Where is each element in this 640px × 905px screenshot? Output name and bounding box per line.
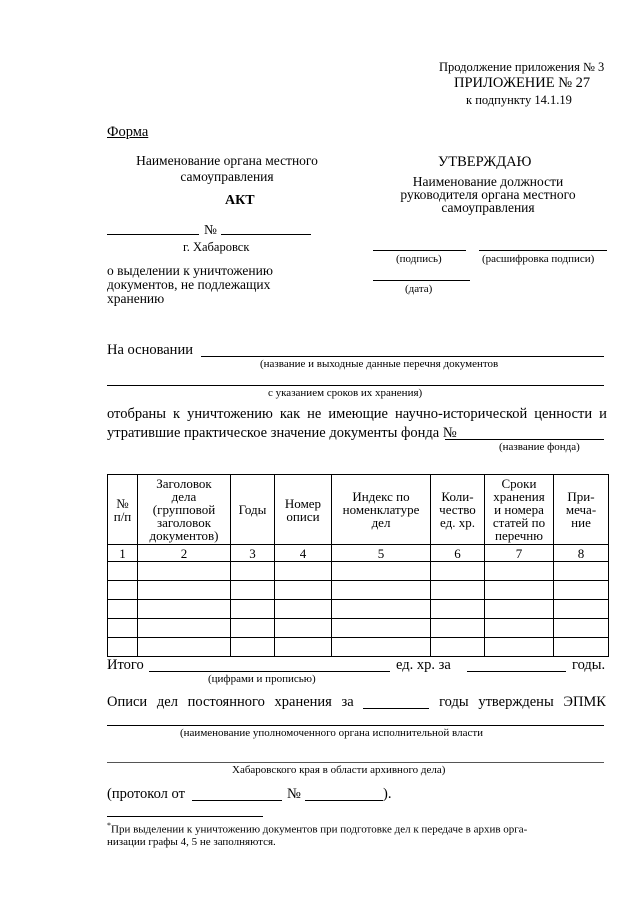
column-header-index (332, 475, 431, 545)
protocol-number-line[interactable] (305, 800, 383, 801)
footnote-separator (107, 816, 263, 817)
table-cell[interactable] (275, 600, 332, 619)
header-line: ние (571, 515, 591, 530)
inventory-line (107, 694, 606, 711)
table-cell[interactable] (554, 638, 609, 657)
table-cell[interactable] (108, 638, 138, 657)
appendix-title: ПРИЛОЖЕНИЕ № 27 (454, 75, 591, 91)
word: дел (156, 694, 178, 710)
header-line: заголовок (156, 515, 212, 530)
table-cell[interactable] (108, 600, 138, 619)
word: ЭПМК (563, 694, 606, 710)
digits-note: (цифрами и прописью) (208, 673, 316, 685)
table-cell[interactable] (554, 581, 609, 600)
table-cell[interactable] (332, 562, 431, 581)
continuation-note: Продолжение приложения № 3 (439, 60, 605, 74)
table-row (108, 581, 609, 600)
column-number: 2 (138, 545, 231, 562)
inventory-period-line[interactable] (363, 694, 429, 709)
signature-line[interactable] (373, 250, 466, 251)
word: научно-исторической (394, 406, 528, 422)
word: не (307, 406, 322, 422)
header-line: Индекс по (352, 489, 410, 504)
basis-line[interactable] (201, 356, 604, 357)
basis-label: На основании (107, 342, 193, 358)
signature-label: (подпись) (396, 253, 442, 265)
region-note: Хабаровского края в области архивного дела) (232, 764, 446, 776)
footnote-line1 (107, 820, 527, 836)
table-body (108, 562, 609, 657)
column-header-terms (485, 475, 554, 545)
approver-position-line2: руководителя органа местного (400, 187, 576, 202)
column-number: 1 (108, 545, 138, 562)
column-number: 4 (275, 545, 332, 562)
header-line: п/п (113, 508, 132, 524)
table-row (108, 600, 609, 619)
header-line: перечню (495, 528, 543, 543)
table-cell[interactable] (332, 619, 431, 638)
column-header-inventory (275, 475, 332, 545)
basis-note-list: (название и выходные данные перечня документов (260, 358, 499, 370)
table-cell[interactable] (431, 619, 485, 638)
table-cell[interactable] (138, 581, 231, 600)
column-number: 5 (332, 545, 431, 562)
word: постоянного (187, 694, 265, 710)
basis-line-2[interactable] (107, 385, 604, 386)
table-row (108, 619, 609, 638)
header-line: ед. хр. (440, 515, 475, 530)
fund-note: (название фонда) (499, 441, 580, 453)
word: имеющие (328, 406, 388, 422)
word: Описи (107, 694, 148, 710)
basis-note-terms: с указанием сроков их хранения) (268, 387, 423, 399)
protocol-date-line[interactable] (192, 800, 282, 801)
footnote-mark: * (107, 821, 111, 830)
table-cell[interactable] (138, 600, 231, 619)
column-header-title (138, 475, 231, 545)
approver-position-line3: самоуправления (441, 200, 535, 215)
footnote-text1: При выделении к уничтожению документов при подготовке дел к передаче в архив орга- (111, 823, 528, 836)
word: уничтожению (187, 406, 273, 422)
header-line: документов) (149, 528, 219, 543)
header-line: дел (371, 515, 391, 530)
table-cell[interactable] (138, 638, 231, 657)
act-subject-line1: о выделении к уничтожению (107, 263, 273, 278)
table-cell[interactable] (431, 562, 485, 581)
header-line: Коли- (441, 489, 474, 504)
table-cell[interactable] (332, 600, 431, 619)
word: к (173, 406, 181, 422)
word: отобраны (107, 406, 167, 422)
table-cell[interactable] (485, 581, 554, 600)
footnote-line2: низации графы 4, 5 не заполняются. (107, 835, 276, 848)
table-cell[interactable] (485, 562, 554, 581)
table-cell[interactable] (554, 562, 609, 581)
table-cell[interactable] (108, 562, 138, 581)
header-line: При- (567, 489, 595, 504)
word: утверждены (478, 694, 554, 710)
table-header-row (108, 475, 609, 545)
region-line[interactable] (107, 762, 604, 763)
protocol-number-sign: № (287, 786, 301, 802)
header-line: номенклатуре (342, 502, 420, 517)
header-line: чество (439, 502, 476, 517)
table-cell[interactable] (231, 581, 275, 600)
authority-line[interactable] (107, 725, 604, 726)
table-cell[interactable] (554, 619, 609, 638)
documents-table (107, 474, 609, 657)
column-header-years (231, 475, 275, 545)
table-cell[interactable] (485, 619, 554, 638)
table-row (108, 562, 609, 581)
act-number-sign: № (204, 222, 217, 237)
clause-reference: к подпункту 14.1.19 (466, 93, 572, 107)
header-line: описи (286, 508, 320, 524)
header-line: дела (171, 489, 197, 504)
protocol-close: ). (383, 786, 392, 802)
approve-label: УТВЕРЖДАЮ (438, 154, 532, 170)
act-date-line[interactable] (107, 234, 199, 235)
selected-line-1 (107, 406, 607, 423)
org-name-line2: самоуправления (180, 169, 274, 184)
column-number: 3 (231, 545, 275, 562)
column-number-row (108, 545, 609, 562)
act-subject-line3: хранению (107, 291, 165, 306)
table-cell[interactable] (231, 638, 275, 657)
table-cell[interactable] (332, 581, 431, 600)
header-line: Номер (284, 495, 322, 511)
table-cell[interactable] (275, 638, 332, 657)
table-cell[interactable] (332, 638, 431, 657)
column-number: 6 (431, 545, 485, 562)
table-cell[interactable] (431, 600, 485, 619)
act-number-line[interactable] (221, 234, 311, 235)
word: ценности (534, 406, 593, 422)
header-line: меча- (565, 502, 597, 517)
total-units-label: ед. хр. за (396, 657, 451, 673)
header-line: Заголовок (156, 476, 212, 491)
table-cell[interactable] (485, 638, 554, 657)
act-subject (107, 264, 327, 306)
table-cell[interactable] (431, 581, 485, 600)
footnote (107, 820, 527, 848)
column-number: 8 (554, 545, 609, 562)
word: и (599, 406, 607, 422)
total-period-line[interactable] (467, 671, 566, 672)
header-line: статей по (492, 515, 546, 530)
table-cell[interactable] (554, 600, 609, 619)
table-cell[interactable] (275, 581, 332, 600)
total-years-label: годы. (572, 657, 606, 673)
org-name-line1: Наименование органа местного (136, 153, 318, 168)
column-header-note (554, 475, 609, 545)
form-label: Форма (107, 124, 149, 140)
authority-note: (наименование уполномоченного органа исполнительной власти (180, 727, 484, 739)
header-line: (групповой (152, 502, 216, 517)
signature-decode-line[interactable] (479, 250, 607, 251)
table-cell[interactable] (275, 562, 332, 581)
header-line: № (116, 495, 129, 511)
word: хранения (274, 694, 332, 710)
total-label: Итого (107, 657, 144, 673)
org-name (107, 153, 347, 185)
fund-number-line[interactable] (445, 439, 604, 440)
table-cell[interactable] (231, 600, 275, 619)
city-name: г. Хабаровск (183, 240, 250, 254)
header-line: и номера (494, 502, 544, 517)
approver-position (378, 175, 598, 214)
approver-position-line1: Наименование должности (412, 174, 564, 189)
protocol-open: (протокол от (107, 786, 185, 802)
table-cell[interactable] (108, 619, 138, 638)
column-header-number (108, 475, 138, 545)
signature-decode-label: (расшифровка подписи) (482, 253, 595, 265)
table-row (108, 638, 609, 657)
table-cell[interactable] (275, 619, 332, 638)
table-cell[interactable] (231, 619, 275, 638)
header-line: хранения (493, 489, 545, 504)
act-subject-line2: документов, не подлежащих (107, 277, 271, 292)
column-header-quantity (431, 475, 485, 545)
date-label: (дата) (405, 283, 433, 295)
selected-line-2: утратившие практическое значение документы фонда № (107, 425, 457, 441)
word: как (279, 406, 301, 422)
column-number: 7 (485, 545, 554, 562)
word: за (341, 694, 354, 710)
table-cell[interactable] (485, 600, 554, 619)
total-amount-line[interactable] (149, 671, 390, 672)
table-cell[interactable] (108, 581, 138, 600)
table-cell[interactable] (431, 638, 485, 657)
header-line: Сроки (501, 476, 537, 491)
word: годы (439, 694, 469, 710)
table-cell[interactable] (231, 562, 275, 581)
header-line: Годы (238, 502, 267, 517)
table-cell[interactable] (138, 619, 231, 638)
act-title: АКТ (225, 193, 255, 208)
table-cell[interactable] (138, 562, 231, 581)
date-line[interactable] (373, 280, 470, 281)
